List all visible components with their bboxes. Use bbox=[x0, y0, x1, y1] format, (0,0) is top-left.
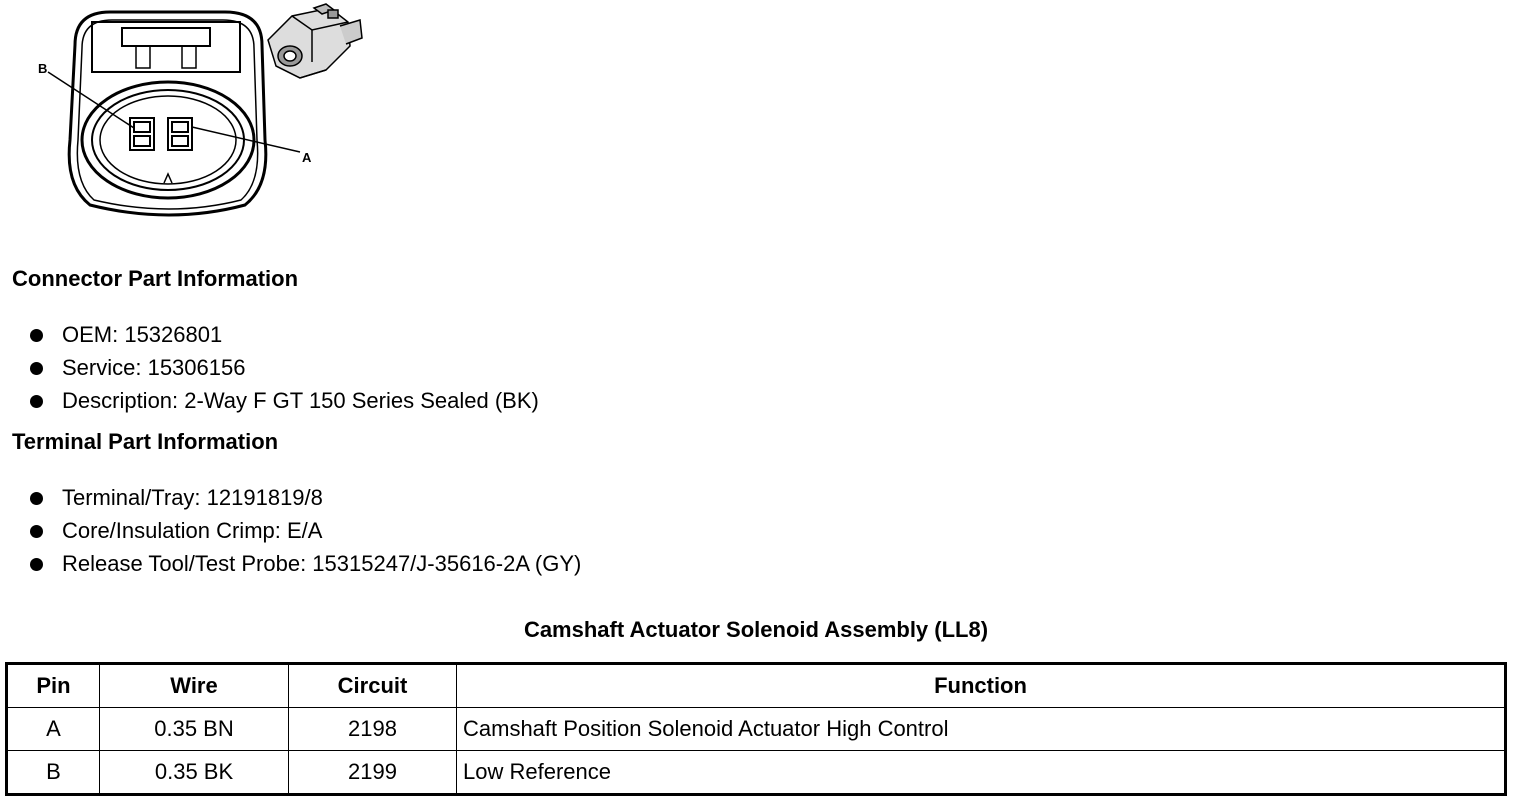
bullet-icon bbox=[30, 362, 43, 375]
cell-circuit: 2198 bbox=[289, 708, 457, 751]
cavity-b bbox=[130, 118, 154, 150]
connector-part-info-heading: Connector Part Information bbox=[12, 266, 299, 291]
bullet-icon bbox=[30, 395, 43, 408]
connector-oem: OEM: 15326801 bbox=[62, 322, 223, 347]
table-header-row bbox=[7, 664, 1506, 708]
pin-label-a: A bbox=[302, 150, 312, 165]
connector-service: Service: 15306156 bbox=[62, 355, 246, 380]
list-item bbox=[28, 514, 581, 547]
header-circuit: Circuit bbox=[289, 664, 457, 708]
connector-description: Description: 2-Way F GT 150 Series Sealed (BK) bbox=[62, 388, 539, 413]
cell-wire: 0.35 BK bbox=[100, 751, 289, 795]
terminal-tray: Terminal/Tray: 12191819/8 bbox=[62, 485, 323, 510]
bullet-icon bbox=[30, 525, 43, 538]
cell-function: Low Reference bbox=[457, 751, 1506, 795]
terminal-part-info-list bbox=[28, 481, 581, 580]
list-item bbox=[28, 318, 539, 351]
bullet-icon bbox=[30, 329, 43, 342]
cell-pin: A bbox=[7, 708, 100, 751]
terminal-crimp: Core/Insulation Crimp: E/A bbox=[62, 518, 323, 543]
table-title: Camshaft Actuator Solenoid Assembly (LL8) bbox=[523, 617, 989, 642]
header-function: Function bbox=[457, 664, 1506, 708]
cell-wire: 0.35 BN bbox=[100, 708, 289, 751]
connector-part-info-list bbox=[28, 318, 539, 417]
header-wire: Wire bbox=[100, 664, 289, 708]
table-row bbox=[7, 751, 1506, 795]
terminal-part-info-heading: Terminal Part Information bbox=[12, 429, 279, 454]
leader-line-a bbox=[192, 127, 300, 152]
table-row bbox=[7, 708, 1506, 751]
cell-function: Camshaft Position Solenoid Actuator High Control bbox=[457, 708, 1506, 751]
connector-3d-illustration bbox=[268, 4, 362, 78]
header-pin: Pin bbox=[7, 664, 100, 708]
list-item bbox=[28, 351, 539, 384]
cell-circuit: 2199 bbox=[289, 751, 457, 795]
cell-pin: B bbox=[7, 751, 100, 795]
terminal-release-tool: Release Tool/Test Probe: 15315247/J-35616-2A (GY) bbox=[62, 551, 582, 576]
connector-body bbox=[69, 12, 266, 215]
list-item bbox=[28, 481, 581, 514]
connector-face-diagram bbox=[30, 0, 375, 225]
bullet-icon bbox=[30, 558, 43, 571]
list-item bbox=[28, 384, 539, 417]
pin-label-b: B bbox=[38, 61, 48, 76]
pinout-table bbox=[5, 662, 1507, 796]
bullet-icon bbox=[30, 492, 43, 505]
list-item bbox=[28, 547, 581, 580]
cavity-a bbox=[168, 118, 192, 150]
